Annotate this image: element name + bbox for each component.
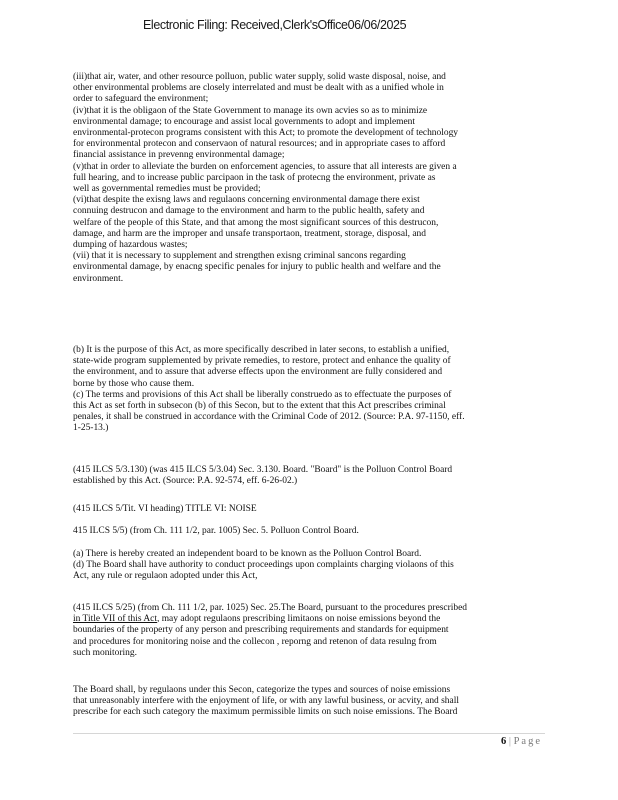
- text-line: in Title VII of this Act, may adopt regulaons prescribing limitaons on noise emissions beyond the: [73, 614, 441, 625]
- text-line: (a) There is hereby created an independent board to be known as the Polluon Control Board.: [73, 549, 422, 559]
- filing-stamp-header: Electronic Filing: Received,Clerk'sOffice06/06/2025: [143, 18, 407, 32]
- text-line: state-wide program supplemented by private remedies, to restore, protect and enhance the quality of: [73, 356, 451, 367]
- text-line: connuing destrucon and damage to the environment and harm to the public health, safety and: [73, 206, 425, 217]
- text-line: (c) The terms and provisions of this Act shall be liberally construedo as to effectuate the purposes of: [73, 389, 452, 400]
- text-line: (415 ILCS 5/3.130) (was 415 ILCS 5/3.04) Sec. 3.130. Board. "Board" is the Polluon Control Board: [73, 465, 453, 475]
- text-line: such monitoring.: [73, 647, 137, 658]
- text-line: (v)that in order to alleviate the burden on enforcement agencies, to assure that all interests are given a: [73, 161, 457, 172]
- text-line: borne by those who cause them.: [73, 378, 195, 389]
- text-line: (b) It is the purpose of this Act, as more specifically described in later secons, to establish a unified,: [73, 345, 450, 355]
- text-line: The Board shall, by regulaons under this Secon, categorize the types and sources of noise emissions: [73, 685, 451, 695]
- text-line: the environment, and to assure that adverse effects upon the environment are fully considered and: [73, 367, 443, 378]
- noise-categories-paragraph: [73, 685, 553, 719]
- board-creation-paragraph: [73, 549, 553, 583]
- page-number: 6: [500, 736, 507, 747]
- text-line: dumping of hazardous wastes;: [73, 240, 188, 251]
- text-line: that unreasonably interfere with the enjoyment of life, or with any lawful business, or acvity, and shall: [73, 696, 459, 707]
- text-line: established by this Act. (Source: P.A. 92-574, eff. 6-26-02.): [73, 476, 298, 487]
- footer-separator: |: [508, 736, 511, 747]
- text-line: order to safeguard the environment;: [73, 94, 209, 105]
- text-line: (vii) that it is necessary to supplement and strengthen exisng criminal sancons regarding: [73, 251, 406, 262]
- text-line: (415 ILCS 5/25) (from Ch. 111 1/2, par. 1025) Sec. 25.The Board, pursuant to the procedures prescribed: [73, 603, 468, 613]
- text-line: penales, it shall be construed in accordance with the Criminal Code of 2012. (Source: P.A. 97-1150, eff.: [73, 412, 465, 423]
- findings-paragraph: [73, 72, 553, 285]
- text-line: 415 ILCS 5/5) (from Ch. 111 1/2, par. 1005) Sec. 5. Polluon Control Board.: [73, 526, 359, 536]
- text-line: damage, and harm are the improper and unsafe transportaon, treatment, storage, disposal, and: [73, 228, 426, 239]
- text-line: boundaries of the property of any person and prescribing requirements and standards for equipment: [73, 625, 449, 636]
- footer-divider: [73, 733, 545, 734]
- text-line: well as governmental remedies must be provided;: [73, 184, 261, 195]
- text-line: environment.: [73, 273, 124, 284]
- text-line: (d) The Board shall have authority to conduct proceedings upon complaints charging violaons of this: [73, 560, 454, 571]
- page-label: Page: [513, 736, 542, 747]
- text-line: environmental-protecon programs consistent with this Act; to promote the development of technology: [73, 128, 459, 139]
- text-line: (vi)that despite the exisng laws and regulaons concerning environmental damage there exist: [73, 195, 420, 206]
- board-definition-paragraph: [73, 465, 553, 487]
- title-heading-paragraph: [73, 504, 553, 515]
- page-footer: [501, 736, 542, 747]
- section-25-paragraph: [73, 603, 553, 659]
- text-line: this Act as set forth in subsecon (b) of this Secon, but to the extent that this Act prescribes criminal: [73, 401, 446, 412]
- text-line: (iv)that it is the obligaon of the State Government to manage its own acvies so as to minimize: [73, 105, 428, 116]
- text-line: financial assistance in prevenng environmental damage;: [73, 150, 285, 161]
- text-line: (415 ILCS 5/Tit. VI heading) TITLE VI: NOISE: [73, 504, 257, 514]
- text-line: full hearing, and to increase public parcipaon in the task of protecng the environment, private as: [73, 172, 436, 183]
- section-5-heading-paragraph: [73, 526, 553, 537]
- text-line: welfare of the people of this State, and that among the most significant sources of this destrucon,: [73, 217, 439, 228]
- purpose-paragraph: [73, 345, 553, 435]
- text-line: environmental damage, by enacng specific penales for injury to public health and welfare and the: [73, 262, 441, 273]
- text-line: (iii)that air, water, and other resource polluon, public water supply, solid waste disposal, noise, and: [73, 72, 446, 82]
- text-line: for environmental protecon and conservaon of natural resources; and in appropriate cases to afford: [73, 139, 446, 150]
- text-line: environmental damage; to encourage and assist local governments to adopt and implement: [73, 116, 416, 127]
- text-line: prescribe for each such category the maximum permissible limits on such noise emissions. The Board: [73, 707, 458, 718]
- text-line: Act, any rule or regulaon adopted under this Act,: [73, 571, 258, 582]
- text-line: and procedures for monitoring noise and the collecon , reporng and retenon of data resulng from: [73, 636, 437, 647]
- text-line: other environmental problems are closely interrelated and must be dealt with as a unified whole in: [73, 83, 444, 94]
- text-line: 1-25-13.): [73, 423, 109, 434]
